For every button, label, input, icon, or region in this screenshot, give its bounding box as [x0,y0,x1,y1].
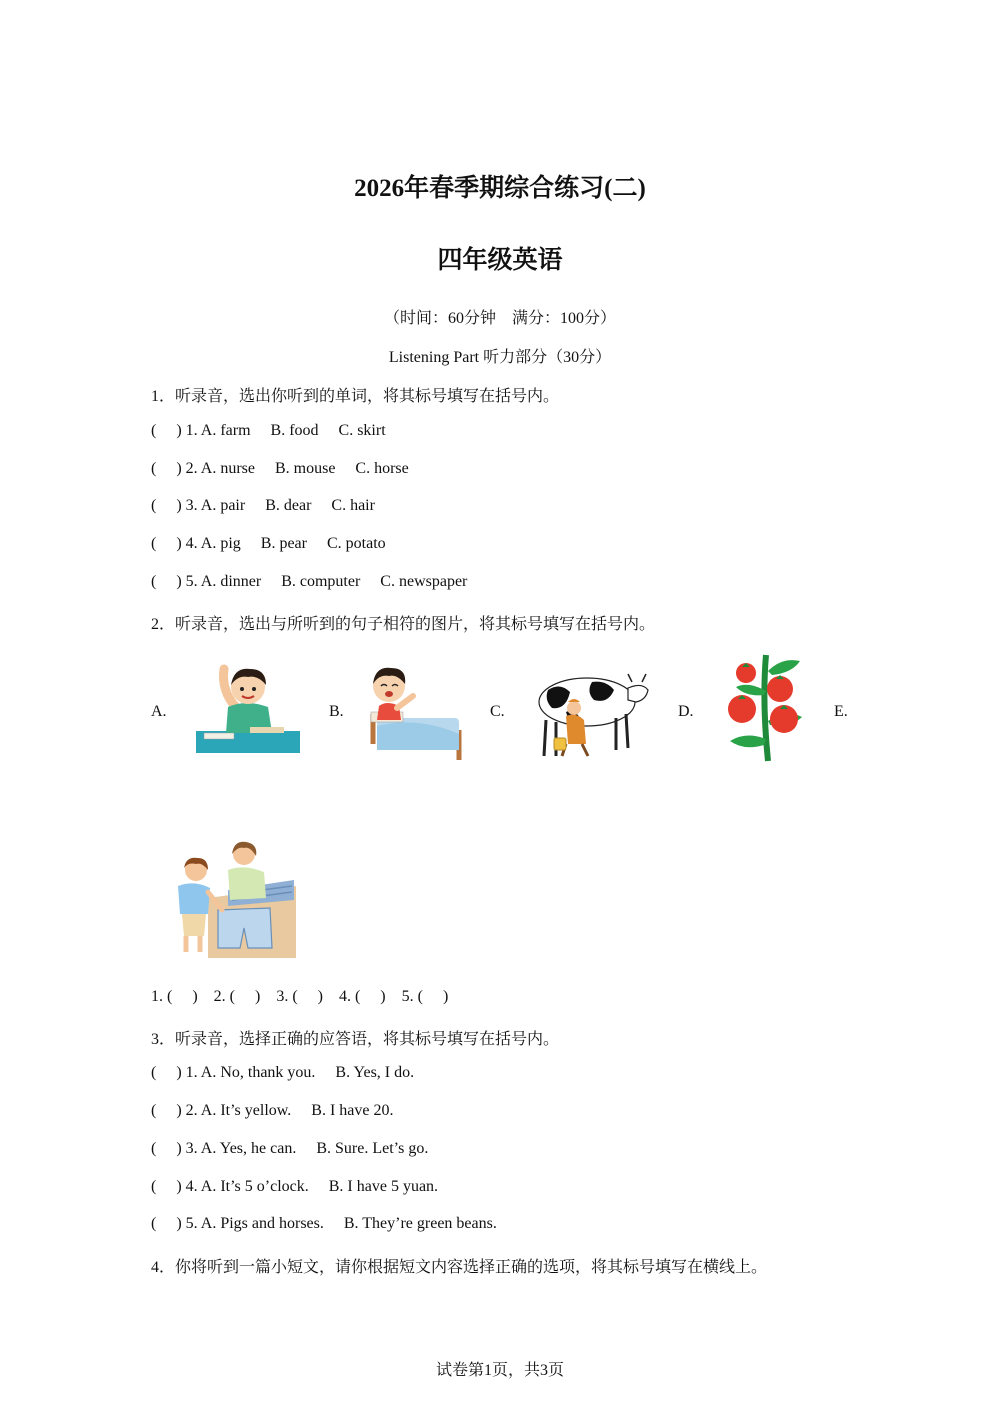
part-title: Listening Part 听力部分（30分） [388,349,612,366]
question-row: ( ) 3. A. pair B. dear C. hair [151,497,375,514]
picture-label-d: D. [678,703,694,720]
section3-instruction: 3．听录音，选择正确的应答语，将其标号填写在括号内。 [151,1031,560,1048]
question-row: ( ) 4. A. It’s 5 o’clock. B. I have 5 yuan. [151,1178,439,1195]
picture-label-e: E. [834,703,848,720]
child-waking-up-picture [367,660,465,764]
picture-answer-line: 1. ( ) 2. ( ) 3. ( ) 4. ( ) 5. ( ) [151,988,449,1005]
question-row: ( ) 1. A. No, thank you. B. Yes, I do. [151,1064,415,1081]
question-row: ( ) 4. A. pig B. pear C. potato [151,535,386,552]
shopping-for-shorts-picture [168,840,296,958]
question-row: ( ) 2. A. It’s yellow. B. I have 20. [151,1102,394,1119]
question-row: ( ) 2. A. nurse B. mouse C. horse [151,460,409,477]
section2-instruction: 2．听录音，选出与所听到的句子相符的图片，将其标号填写在括号内。 [151,616,656,633]
picture-label-c: C. [490,703,505,720]
section1-instruction: 1．听录音，选出你听到的单词，将其标号填写在括号内。 [151,388,560,405]
question-row: ( ) 5. A. Pigs and horses. B. They’re green beans. [151,1215,497,1232]
section4-instruction: 4．你将听到一篇小短文，请你根据短文内容选择正确的选项，将其标号填写在横线上。 [151,1259,768,1276]
boy-raising-hand-picture [196,663,300,753]
question-row: ( ) 1. A. farm B. food C. skirt [151,422,386,439]
page-number: 试卷第1页，共3页 [435,1362,564,1379]
time-info: （时间：60分钟 满分：100分） [383,310,616,327]
picture-label-a: A. [151,703,167,720]
question-row: ( ) 5. A. dinner B. computer C. newspaper [151,573,468,590]
picture-label-b: B. [329,703,344,720]
question-row: ( ) 3. A. Yes, he can. B. Sure. Let’s go. [151,1140,429,1157]
tomato-plant-picture [722,651,806,763]
milking-cow-picture [532,660,650,760]
exam-title: 2026年春季期综合练习(二) [354,175,646,202]
exam-subtitle: 四年级英语 [437,247,563,274]
